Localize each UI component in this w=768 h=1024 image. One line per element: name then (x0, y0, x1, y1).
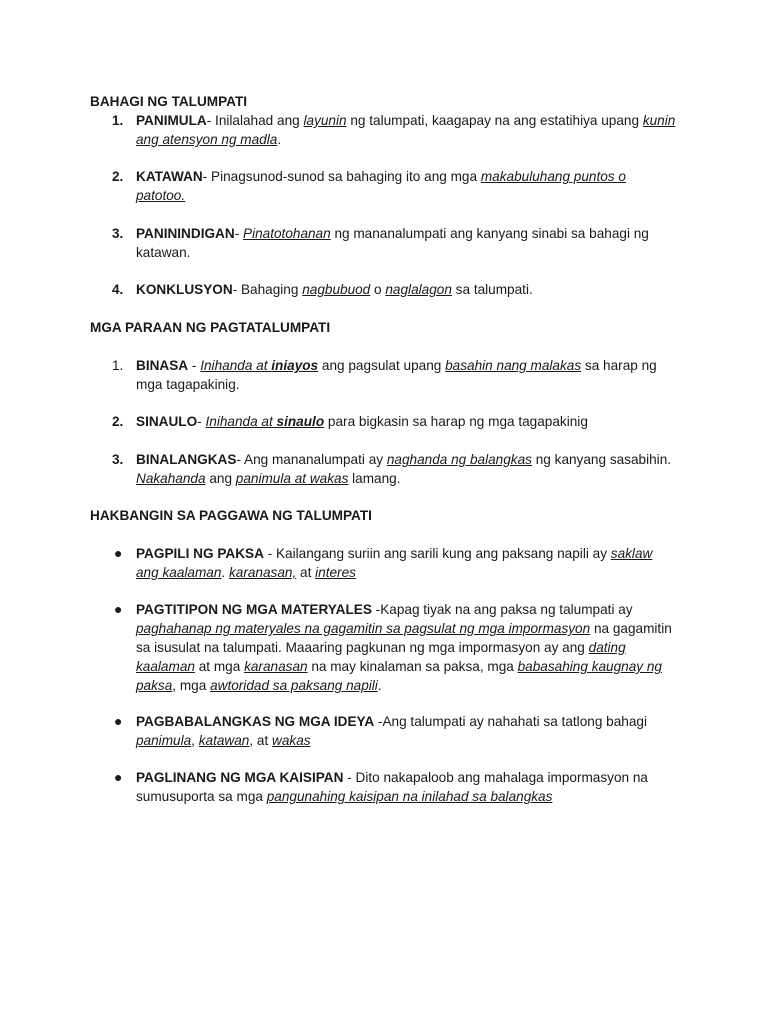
list-item-pagpili (114, 544, 676, 582)
item-strong-emphasis: sinaulo (276, 414, 325, 429)
list-item-panimula (112, 111, 676, 149)
list-marker: 1. (112, 358, 124, 373)
item-emphasis: kunin ang atensyon ng madla (136, 113, 676, 147)
item-strong-emphasis: iniayos (271, 358, 319, 373)
section-title-hakbangin: HAKBANGIN SA PAGGAWA NG TALUMPATI (90, 508, 372, 523)
item-emphasis: makabuluhang puntos o patotoo. (136, 169, 626, 203)
item-term: PANININDIGAN (136, 226, 235, 241)
item-emphasis: panimula (136, 733, 192, 748)
item-emphasis: Pinatotohanan (243, 226, 331, 241)
bullet-icon: ● (114, 601, 123, 617)
item-term: PAGPILI NG PAKSA (136, 546, 264, 561)
item-emphasis: saklaw ang kaalaman (136, 546, 653, 580)
item-emphasis: naglalagon (385, 282, 452, 297)
item-text: , (191, 733, 199, 748)
item-text: sa harap ng mga tagapakinig. (136, 358, 657, 392)
item-term: SINAULO (136, 414, 198, 429)
item-text: , mga (172, 678, 211, 693)
item-text: - Bahaging (232, 282, 303, 297)
item-text: ng mananalumpati ang kanyang sinabi sa bahagi ng katawan. (136, 226, 649, 260)
item-text: - (188, 358, 201, 373)
item-text: -Kapag tiyak na ang paksa ng talumpati ay (371, 602, 633, 617)
item-emphasis: basahin nang malakas (445, 358, 582, 373)
item-emphasis: wakas (272, 733, 311, 748)
list-marker: 3. (112, 452, 124, 467)
item-emphasis: Nakahanda (136, 471, 206, 486)
item-text: lamang. (348, 471, 401, 486)
item-emphasis: pangunahing kaisipan na inilahad sa balangkas (266, 789, 553, 804)
list-item-binasa (112, 356, 676, 394)
bullet-icon: ● (114, 769, 123, 785)
list-marker: 2. (112, 414, 124, 429)
item-text: na gagamitin sa isusulat na talumpati. Maaaring pagkunan ng mga impormasyon ay ang (136, 621, 672, 655)
item-text: - Pinagsunod-sunod sa bahaging ito ang mga (202, 169, 481, 184)
item-emphasis: layunin (303, 113, 347, 128)
item-term: KATAWAN (136, 169, 203, 184)
item-text: - (234, 226, 243, 241)
item-emphasis: karanasan (244, 659, 308, 674)
list-item-pagtitipon (114, 600, 676, 695)
item-text: - Kailangang suriin ang sarili kung ang paksang napili ay (263, 546, 611, 561)
item-text: at (296, 565, 316, 580)
item-emphasis: panimula at wakas (235, 471, 349, 486)
item-text: - Inilalahad ang (206, 113, 304, 128)
item-emphasis: awtoridad sa paksang napili (210, 678, 378, 693)
item-term: BINASA (136, 358, 189, 373)
item-text: ng talumpati, kaagapay na ang estatihiya upang (346, 113, 643, 128)
item-text: . (221, 565, 229, 580)
item-term: KONKLUSYON (136, 282, 233, 297)
item-text: na may kinalaman sa paksa, mga (307, 659, 518, 674)
list-item-paninindigan (112, 224, 676, 262)
item-text: ang (205, 471, 236, 486)
list-item-konklusyon (112, 280, 676, 299)
list-marker: 3. (112, 226, 124, 241)
item-emphasis: karanasan, (228, 565, 297, 580)
item-term: PAGTITIPON NG MGA MATERYALES (136, 602, 372, 617)
list-marker: 1. (112, 113, 124, 128)
list-item-paglinang (114, 768, 676, 806)
list-marker: 2. (112, 169, 124, 184)
item-emphasis: Inihanda at (205, 414, 277, 429)
item-emphasis: interes (315, 565, 356, 580)
bullet-icon: ● (114, 713, 123, 729)
item-emphasis: paghahanap ng materyales na gagamitin sa pagsulat ng mga impormasyon (136, 621, 591, 636)
list-item-pagbabalangkas (114, 712, 676, 750)
item-text: ng kanyang sasabihin. (531, 452, 672, 467)
item-emphasis: babasahing kaugnay ng paksa (136, 659, 662, 693)
item-emphasis: katawan (198, 733, 250, 748)
bullet-icon: ● (114, 545, 123, 561)
item-text: , at (249, 733, 273, 748)
item-term: BINALANGKAS (136, 452, 237, 467)
item-text: - Dito nakapaloob ang mahalaga impormasyon na sumusuporta sa mga (136, 770, 648, 804)
item-text: -Ang talumpati ay nahahati sa tatlong bahagi (374, 714, 647, 729)
item-text: . (377, 678, 382, 693)
item-term: PAGLINANG NG MGA KAISIPAN (136, 770, 344, 785)
item-text: para bigkasin sa harap ng mga tagapakinig (324, 414, 588, 429)
section-title-paraan: MGA PARAAN NG PAGTATALUMPATI (90, 320, 331, 335)
item-text: sa talumpati. (451, 282, 533, 297)
item-text: ang pagsulat upang (318, 358, 446, 373)
item-emphasis: naghanda ng balangkas (386, 452, 532, 467)
item-text: at mga (194, 659, 245, 674)
item-term: PANIMULA (136, 113, 207, 128)
item-term: PAGBABALANGKAS NG MGA IDEYA (136, 714, 375, 729)
item-emphasis: nagbubuod (302, 282, 371, 297)
section-title-bahagi: BAHAGI NG TALUMPATI (90, 94, 248, 109)
item-text: . (277, 132, 282, 147)
list-item-katawan (112, 167, 676, 205)
list-item-sinaulo (112, 412, 676, 431)
list-marker: 4. (112, 282, 124, 297)
item-text: o (370, 282, 386, 297)
item-emphasis: dating kaalaman (136, 640, 626, 674)
list-item-binalangkas (112, 450, 676, 488)
item-text: - (197, 414, 206, 429)
item-emphasis: Inihanda at (200, 358, 272, 373)
item-text: - Ang mananalumpati ay (236, 452, 387, 467)
